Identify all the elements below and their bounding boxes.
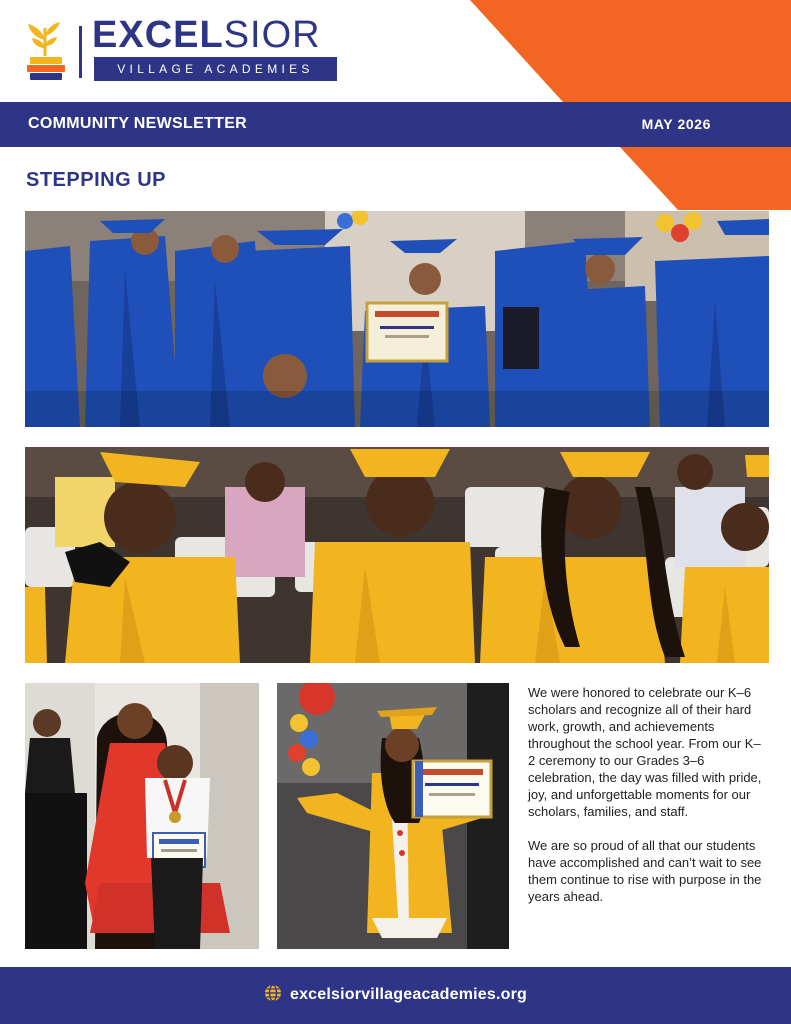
section-title: STEPPING UP <box>26 169 166 191</box>
brand-name-light: SIOR <box>223 14 321 56</box>
website-link[interactable]: excelsiorvillageacademies.org <box>289 986 528 1003</box>
photo-blue-graduates <box>25 211 769 427</box>
article-body <box>528 684 766 922</box>
newsletter-header-bar <box>0 102 791 147</box>
newsletter-date: MAY 2026 <box>641 116 711 132</box>
brand-name <box>92 15 321 55</box>
brand-name-strong: EXCEL <box>92 14 224 56</box>
article-paragraph-2: We are so proud of all that our students have accomplished and can’t wait to see them continue to rise with purpose in the years ahead. <box>528 838 762 904</box>
footer-bar <box>0 967 791 1024</box>
newsletter-label: COMMUNITY NEWSLETTER <box>28 115 248 132</box>
article-paragraph-1: We were honored to celebrate our K–6 scholars and recognize all of their hard work, growth, and achievements throughout the school year. From our K–2 ceremony to our Grades 3–6 celebration, the day was filled with pride, joy, and unforgettable moments for our scholars, families, and staff. <box>528 685 762 819</box>
brand-subtitle: VILLAGE ACADEMIES <box>94 57 337 81</box>
footer-content <box>0 984 791 1004</box>
photo-gold-graduates <box>25 447 769 663</box>
logo-divider <box>79 26 82 78</box>
globe-icon <box>264 984 282 1002</box>
photo-medal-ceremony <box>25 683 259 949</box>
book-plant-logo-icon <box>24 20 68 82</box>
photo-certificate-student <box>277 683 509 949</box>
brand-logo <box>24 14 344 84</box>
